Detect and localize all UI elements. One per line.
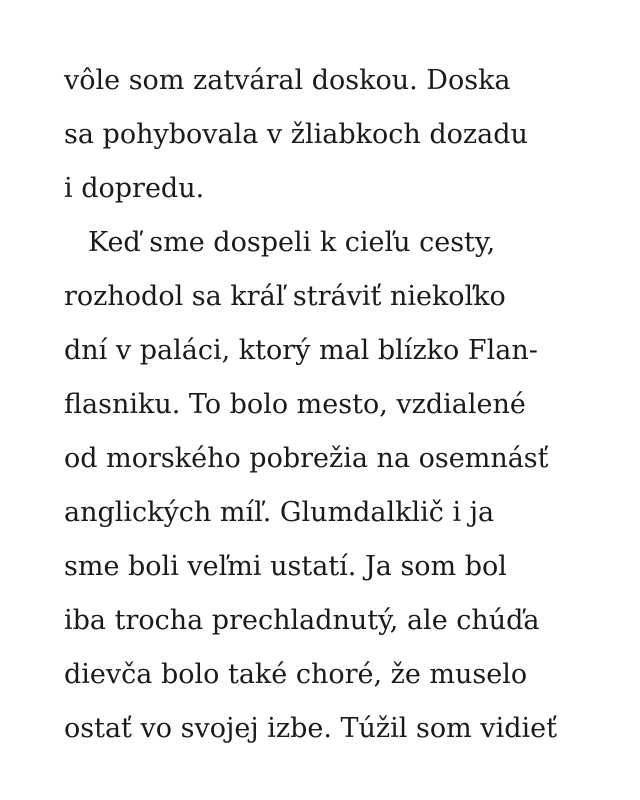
text-line: dievča bolo také choré, že muselo bbox=[64, 659, 528, 690]
body-text bbox=[64, 54, 624, 756]
text-line: vôle som zatváral doskou. Doska bbox=[64, 65, 511, 96]
text-line: iba trocha prechladnutý, ale chúďa bbox=[64, 605, 540, 636]
text-line: rozhodol sa kráľ stráviť niekoľko bbox=[64, 281, 506, 312]
text-line: flasniku. To bolo mesto, vzdialené bbox=[64, 389, 526, 420]
paragraph-start-line: Keď sme dospeli k cieľu cesty, bbox=[88, 227, 496, 258]
text-line: i dopredu. bbox=[64, 173, 205, 204]
text-line: sme boli veľmi ustatí. Ja som bol bbox=[64, 551, 507, 582]
text-line: od morského pobrežia na osemnásť bbox=[64, 443, 549, 474]
text-line: dní v paláci, ktorý mal blízko Flan- bbox=[64, 335, 538, 366]
text-line: ostať vo svojej izbe. Túžil som vidieť bbox=[64, 713, 557, 744]
text-line: anglických míľ. Glumdalklič i ja bbox=[64, 497, 495, 528]
text-line: sa pohybovala v žliabkoch dozadu bbox=[64, 119, 528, 150]
